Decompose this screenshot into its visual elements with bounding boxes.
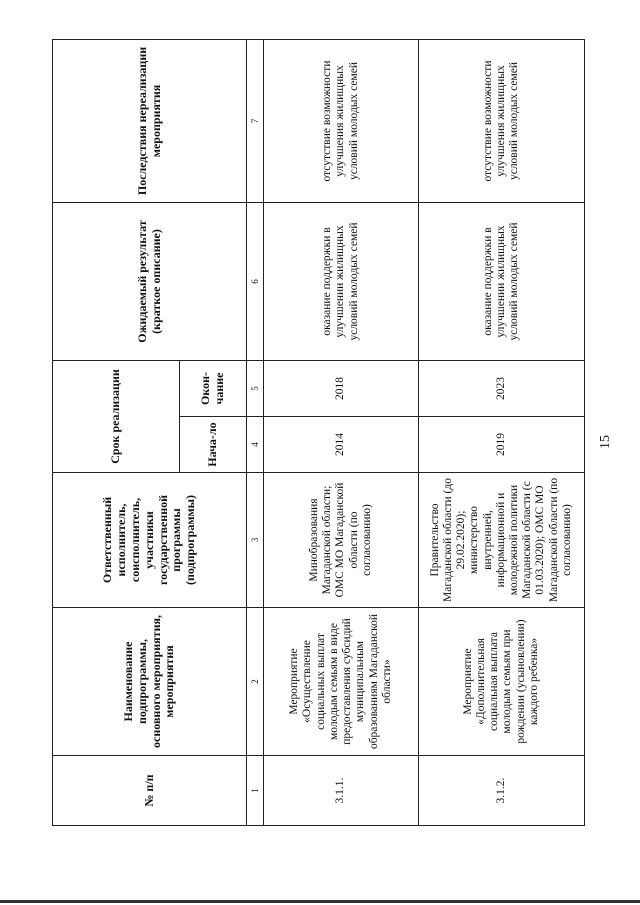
row-end: 2018 xyxy=(264,360,419,416)
row-responsible: Минобразования Магаданской области; ОМС МО Магаданской области (по согласованию) xyxy=(264,473,419,608)
header-end: Окон-чание xyxy=(179,360,246,416)
table-row xyxy=(264,39,419,825)
column-number: 3 xyxy=(247,473,264,608)
header-start: Нача-ло xyxy=(179,417,246,473)
row-consequences: отсутствие возможности улучшения жилищных условий молодых семей xyxy=(264,39,419,202)
column-number: 6 xyxy=(247,202,264,360)
header-consequences: Последствия нереализации мероприятия xyxy=(53,39,247,202)
header-responsible: Ответственный исполнитель, соисполнитель, участники государственной программы (подпрограммы) xyxy=(53,473,247,608)
row-result: оказание поддержки в улучшении жилищных условий молодых семей xyxy=(264,202,419,360)
column-number: 1 xyxy=(247,756,264,826)
row-result: оказание поддержки в улучшении жилищных условий молодых семей xyxy=(418,202,584,360)
rotated-table-wrapper xyxy=(52,40,585,826)
column-number: 2 xyxy=(247,608,264,756)
column-number: 7 xyxy=(247,39,264,202)
row-name: Мероприятие «Осуществление социальных выплат молодым семьям в виде предоставления субсидий муниципальным образованиям Магаданской области» xyxy=(264,608,419,756)
header-name: Наименование подпрограммы, основного мероприятия, мероприятия xyxy=(53,608,247,756)
row-name: Мероприятие «Дополнительная социальная выплата молодым семьям при рождении (усыновлении) каждого ребенка» xyxy=(418,608,584,756)
header-num: № п/п xyxy=(53,756,247,826)
table-container xyxy=(52,40,585,826)
row-num: 3.1.1. xyxy=(264,756,419,826)
row-consequences: отсутствие возможности улучшения жилищных условий молодых семей xyxy=(418,39,584,202)
column-number: 5 xyxy=(247,360,264,416)
scan-bottom-edge xyxy=(0,900,640,903)
row-responsible: Правительство Магаданской области (до 29.02.2020); министерство внутренней, информационной и молодежной политики Магаданской области (с 01.03.2020); ОМС МО Магаданской области (по согласованию) xyxy=(418,473,584,608)
header-row xyxy=(53,39,180,825)
program-activities-table xyxy=(52,39,585,826)
page-number: 15 xyxy=(598,435,613,449)
header-result: Ожидаемый результат (краткое описание) xyxy=(53,202,247,360)
row-start: 2019 xyxy=(418,417,584,473)
header-term: Срок реализации xyxy=(53,360,180,472)
row-start: 2014 xyxy=(264,417,419,473)
row-end: 2023 xyxy=(418,360,584,416)
row-num: 3.1.2. xyxy=(418,756,584,826)
column-number-row xyxy=(247,39,264,825)
column-number: 4 xyxy=(247,417,264,473)
table-row xyxy=(418,39,584,825)
